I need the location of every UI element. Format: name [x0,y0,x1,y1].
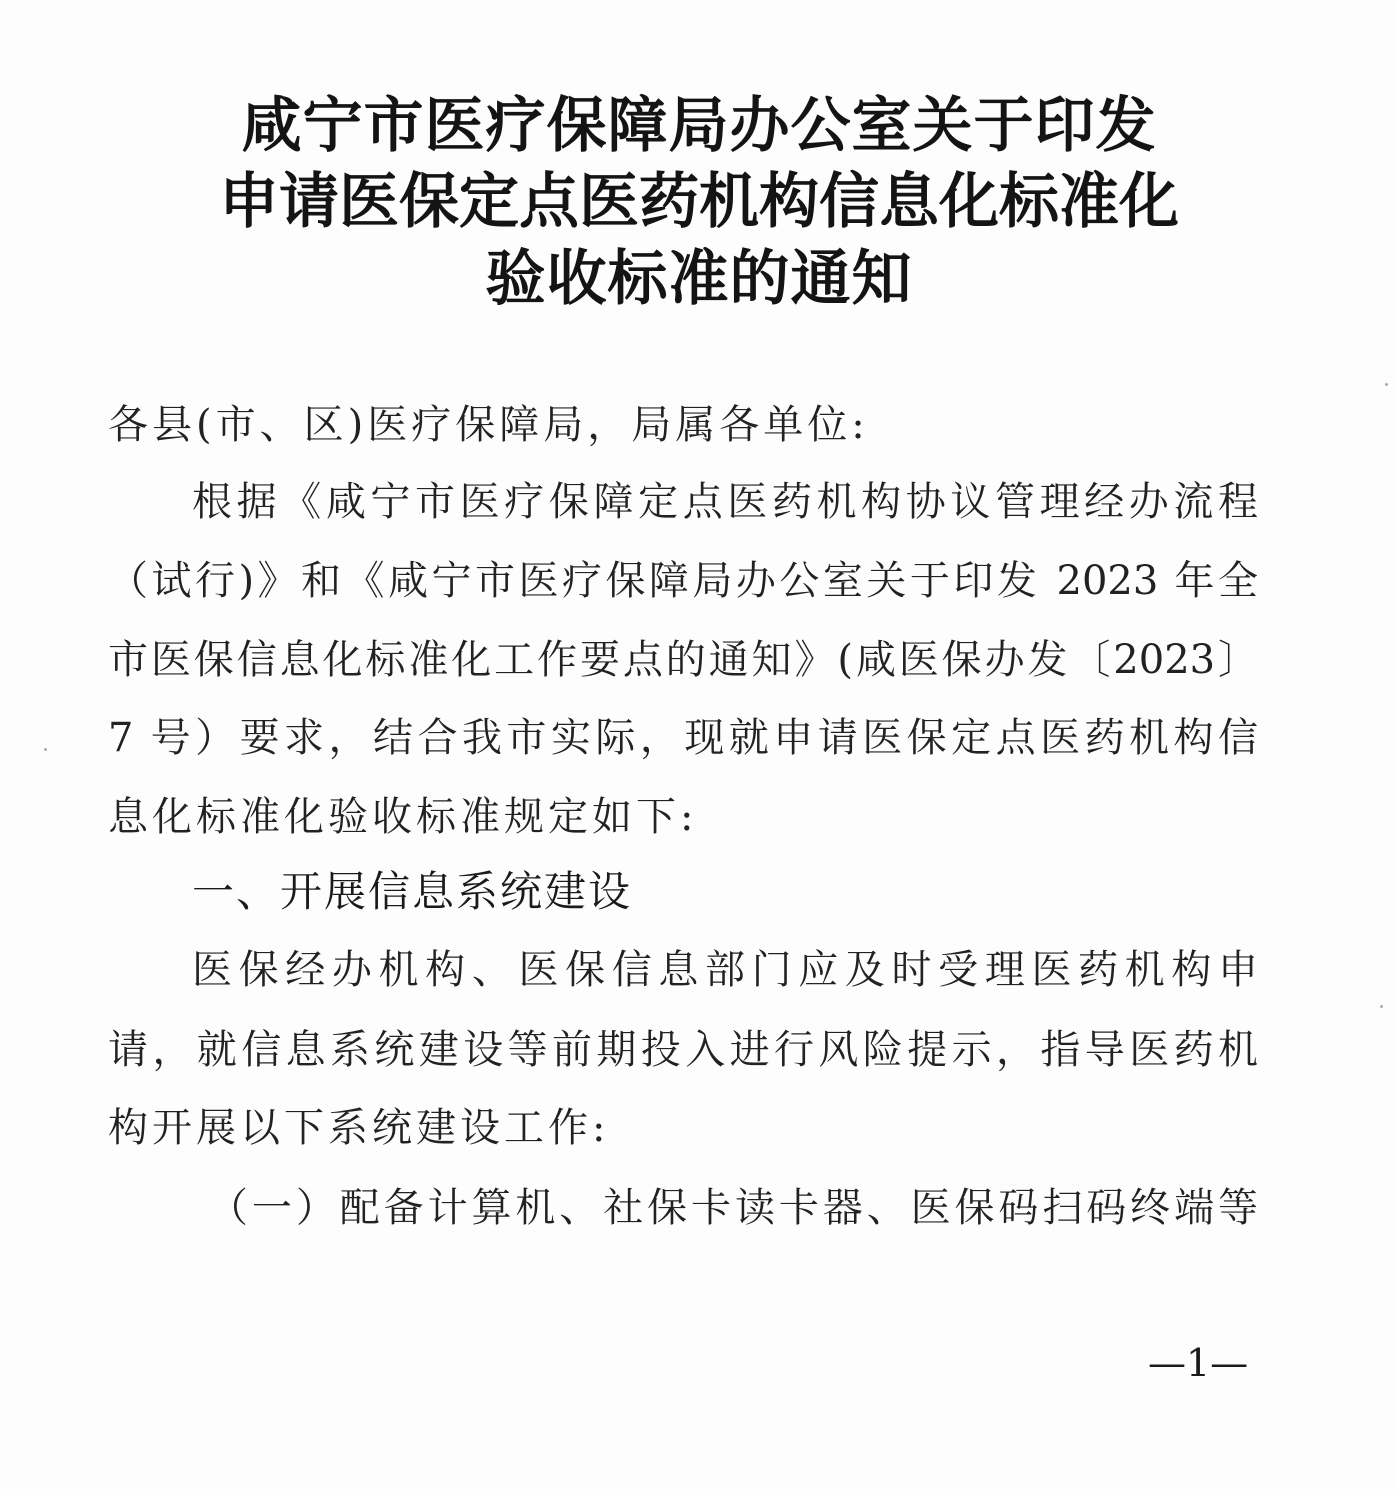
page-number: —1— [1148,1341,1249,1385]
paragraph1-line: 7 号）要求，结合我市实际，现就申请医保定点医药机构信 [108,715,1258,761]
paragraph1-line: 息化标准化验收标准规定如下: [108,794,698,840]
scan-speck [44,748,47,751]
paragraph2-line: 请，就信息系统建设等前期投入进行风险提示，指导医药机 [108,1027,1258,1073]
document-title-line-1: 咸宁市医疗保障局办公室关于印发 [241,91,1157,161]
paragraph1-line: 市医保信息化标准化工作要点的通知》(咸医保办发〔2023〕 [108,637,1258,683]
document-title-line-3: 验收标准的通知 [485,244,913,314]
scan-speck [1385,383,1388,386]
list-item-1: （一）配备计算机、社保卡读卡器、医保码扫码终端等 [208,1185,1258,1231]
paragraph1-line: （试行)》和《咸宁市医疗保障局办公室关于印发 2023 年全 [108,558,1258,604]
salutation: 各县(市、区)医疗保障局，局属各单位: [108,402,869,448]
paragraph2-line: 医保经办机构、医保信息部门应及时受理医药机构申 [192,947,1258,993]
paragraph1-line: 根据《咸宁市医疗保障定点医药机构协议管理经办流程 [192,479,1258,525]
paragraph2-line: 构开展以下系统建设工作: [108,1105,610,1151]
scan-speck [1380,1005,1383,1008]
section-heading-1: 一、开展信息系统建设 [192,867,633,916]
document-title-line-2: 申请医保定点医药机构信息化标准化 [219,167,1179,237]
